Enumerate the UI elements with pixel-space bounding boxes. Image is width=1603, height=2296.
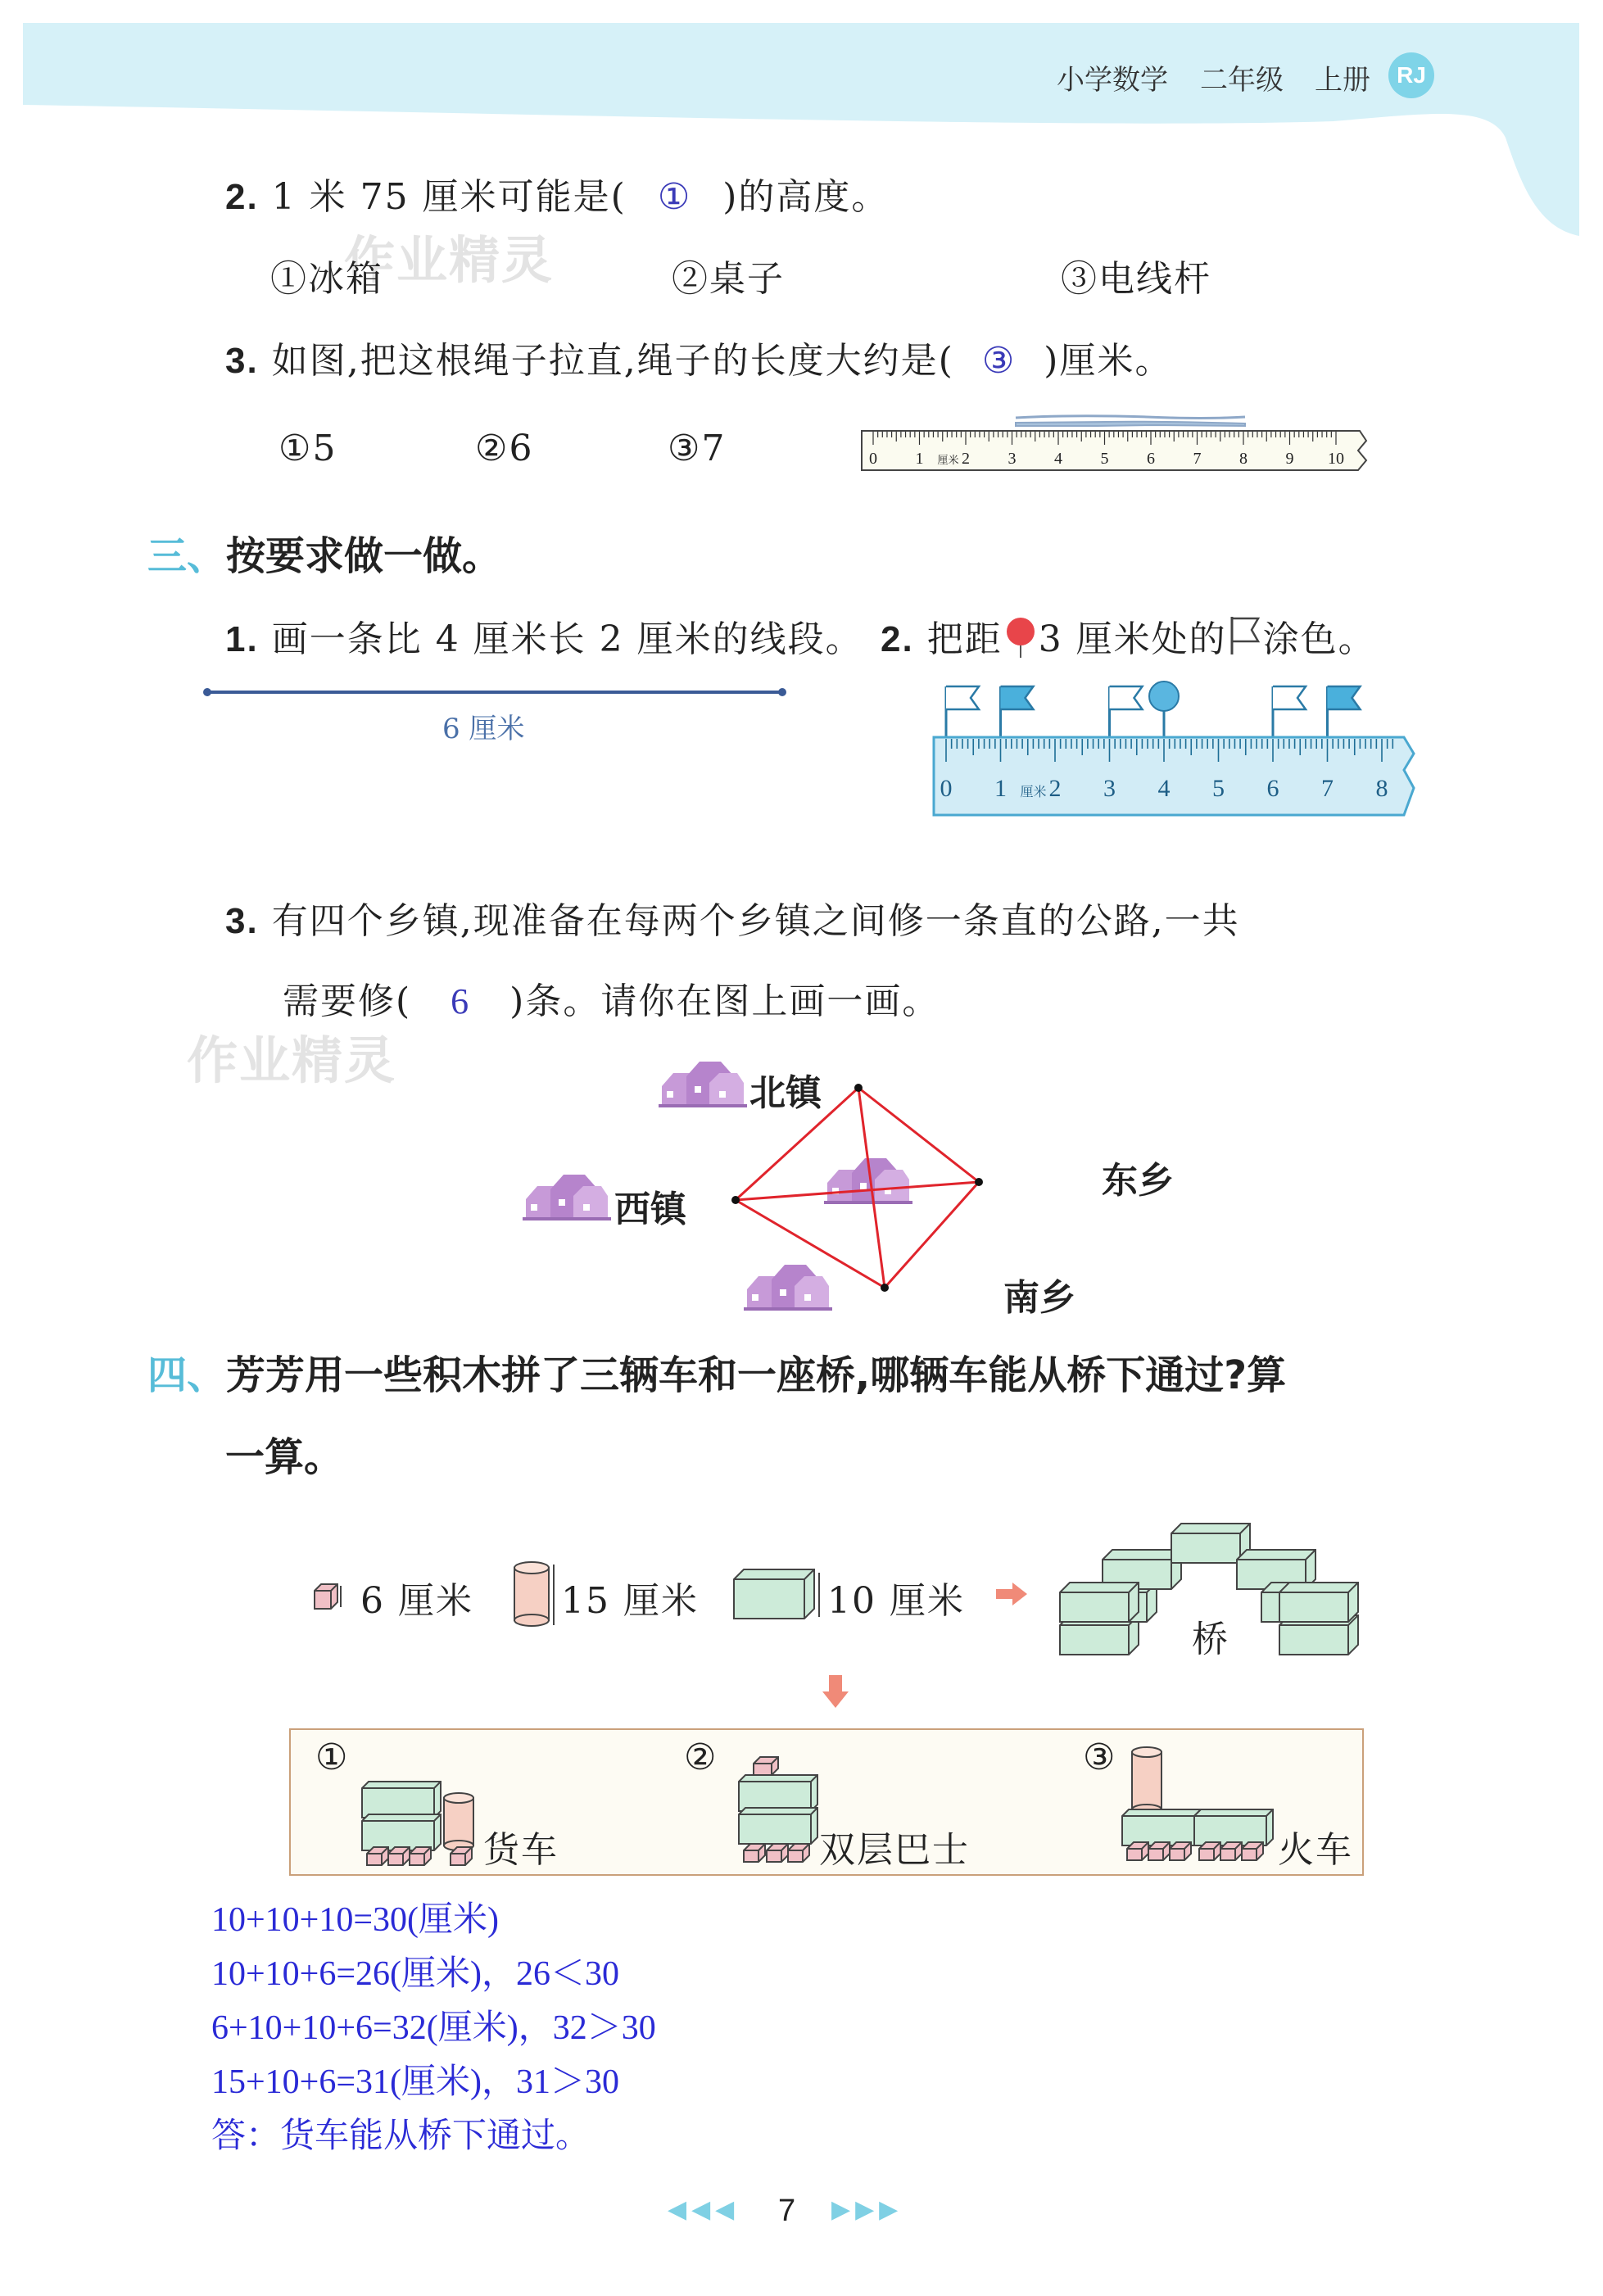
truck [362, 1782, 473, 1865]
section-4-heading-line2: 一算。 [225, 1434, 344, 1480]
arrow-down-icon [821, 1675, 850, 1710]
footer-left-arrows: ◀◀◀ [668, 2195, 740, 2224]
header-subject: 小学数学 [1057, 64, 1168, 97]
town-point [975, 1178, 983, 1186]
answer-fill: ③ [981, 340, 1017, 382]
ruler-with-rope [860, 410, 1372, 491]
flag-colored [1328, 686, 1361, 709]
ruler-tick-label: 8 [1239, 450, 1248, 468]
answer-fill: 6 [451, 981, 471, 1021]
house-icon [659, 1062, 747, 1107]
option-1: ①5 [278, 428, 337, 469]
bridge-label: 桥 [1192, 1619, 1229, 1660]
footer-right-arrows: ▶▶▶ [831, 2195, 903, 2224]
answer-line: 10+10+10=30(厘米) [211, 1901, 500, 1939]
ruler-tick-label: 3 [1103, 775, 1116, 802]
drawn-segment [201, 684, 790, 700]
page-number: 7 [778, 2194, 796, 2228]
question-text: 3 厘米处的 [1038, 618, 1227, 660]
answer-line: 6+10+10+6=32(厘米)，32＞30 [211, 2009, 656, 2047]
option-3: ③电线杆 [1061, 258, 1211, 300]
flag-outline [1273, 686, 1306, 709]
question-number: 1. [225, 619, 259, 659]
section-number: 三、 [147, 533, 227, 579]
town-label-north: 北镇 [749, 1072, 822, 1114]
flags-group [946, 682, 1361, 737]
ruler-tick-label: 2 [1048, 775, 1062, 802]
bridge-block [1279, 1583, 1358, 1622]
watermark: 作业精灵 [187, 1030, 397, 1090]
ruler-unit-label: 厘米 [937, 455, 959, 467]
question-text: 涂色。 [1262, 618, 1376, 660]
rj-badge: RJ [1388, 52, 1434, 98]
balloon-marker [1149, 682, 1179, 711]
question-number: 2. [881, 619, 914, 659]
town-point [731, 1196, 740, 1204]
town-point [854, 1084, 863, 1092]
block-label-long: 10 厘米 [827, 1580, 965, 1622]
block-label-cylinder: 15 厘米 [561, 1580, 699, 1622]
option-2: ②桌子 [672, 258, 785, 300]
vehicle-number-3: ③ [1083, 1737, 1117, 1778]
question-stem: 如图,把这根绳子拉直,绳子的长度大约是( [271, 340, 954, 382]
answer-line: 10+10+6=26(厘米)，26＜30 [211, 1955, 620, 1993]
small-cube-icon [315, 1584, 341, 1609]
vehicle-name-1: 货车 [483, 1829, 559, 1871]
town-label-south: 南乡 [1003, 1277, 1075, 1319]
ruler-tick-label: 5 [1100, 450, 1109, 468]
town-label-east: 东乡 [1102, 1160, 1174, 1202]
s3-question-3 [225, 891, 1240, 944]
ruler-tick-label: 10 [1328, 450, 1344, 468]
answer-conclusion: 答：货车能从桥下通过。 [211, 2117, 591, 2155]
ruler-unit-label: 厘米 [1020, 784, 1047, 799]
balloon-icon [1003, 615, 1039, 658]
long-block-icon [734, 1569, 819, 1619]
ruler-tick-label: 3 [1008, 450, 1017, 468]
section-4-heading [147, 1343, 1286, 1400]
town-label-west: 西镇 [614, 1189, 686, 1230]
ruler-tick-label: 6 [1147, 450, 1155, 468]
question-text: 把距 [926, 618, 1003, 660]
ruler-tick-label: 0 [940, 775, 953, 802]
question-stem: 1 米 75 厘米可能是( [271, 176, 627, 218]
question-number: 2. [225, 177, 259, 217]
section-3-heading [147, 524, 501, 581]
flag-outline [1110, 686, 1143, 709]
vehicle-number-2: ② [684, 1737, 718, 1778]
question-number: 3. [225, 901, 259, 941]
cylinder-icon [514, 1562, 554, 1626]
s3-question-1 [225, 609, 863, 662]
bridge-block [1171, 1524, 1250, 1563]
segment-label: 6 厘米 [442, 713, 525, 745]
section-title: 芳芳用一些积木拼了三辆车和一座桥,哪辆车能从桥下通过?算 [226, 1352, 1287, 1398]
section-number: 四、 [147, 1352, 227, 1398]
ruler-tick-label: 7 [1193, 450, 1202, 468]
watermark: 作业精灵 [344, 230, 555, 290]
question-number: 3. [225, 341, 259, 381]
header-grade: 二年级 [1200, 64, 1284, 97]
block-label-small: 6 厘米 [360, 1580, 473, 1622]
question-stem: )的高度。 [722, 176, 890, 218]
arrow-right-icon [996, 1583, 1027, 1605]
ruler-tick-label: 4 [1054, 450, 1062, 468]
question-2 [225, 167, 889, 220]
option-3: ③7 [668, 428, 727, 469]
ruler-tick-label: 4 [1157, 775, 1171, 802]
answer-fill: ① [657, 176, 692, 218]
section-title: 按要求做一做。 [226, 533, 502, 579]
question-stem: )厘米。 [1044, 340, 1173, 382]
house-icon [744, 1265, 832, 1311]
question-3 [225, 331, 1172, 383]
ruler-tick-label: 2 [962, 450, 970, 468]
ruler-tick-label: 8 [1375, 775, 1388, 802]
ruler-tick-label: 5 [1212, 775, 1225, 802]
s3-question-2 [881, 609, 1376, 662]
bridge-block [1060, 1583, 1139, 1622]
flag-outline [946, 686, 979, 709]
question-text: 需要修( [283, 980, 412, 1022]
option-1: ①冰箱 [270, 258, 383, 300]
question-text: 画一条比 4 厘米长 2 厘米的线段。 [271, 618, 863, 660]
houses-group [523, 1062, 912, 1311]
vehicle-number-1: ① [315, 1737, 350, 1778]
town-point [881, 1284, 889, 1292]
ruler-tick-label: 0 [869, 450, 877, 468]
header-volume: 上册 [1315, 64, 1370, 97]
flag-icon [1227, 614, 1263, 656]
ruler-tick-label: 6 [1266, 775, 1279, 802]
flag-ruler [926, 672, 1417, 823]
vehicle-name-3: 火车 [1278, 1829, 1353, 1871]
vehicle-name-2: 双层巴士 [819, 1829, 970, 1871]
question-text: )条。请你在图上画一画。 [509, 980, 940, 1022]
house-icon [523, 1175, 611, 1220]
ruler-tick-label: 7 [1321, 775, 1334, 802]
answer-line: 15+10+6=31(厘米)，31＞30 [211, 2063, 620, 2101]
s3-question-3-line2 [283, 971, 940, 1024]
ruler-tick-label: 1 [994, 775, 1007, 802]
question-text: 有四个乡镇,现准备在每两个乡镇之间修一条直的公路,一共 [271, 900, 1240, 942]
option-2: ②6 [475, 428, 534, 469]
flag-colored [1001, 686, 1034, 709]
ruler-tick-label: 1 [915, 450, 924, 468]
ruler-tick-label: 9 [1285, 450, 1294, 468]
